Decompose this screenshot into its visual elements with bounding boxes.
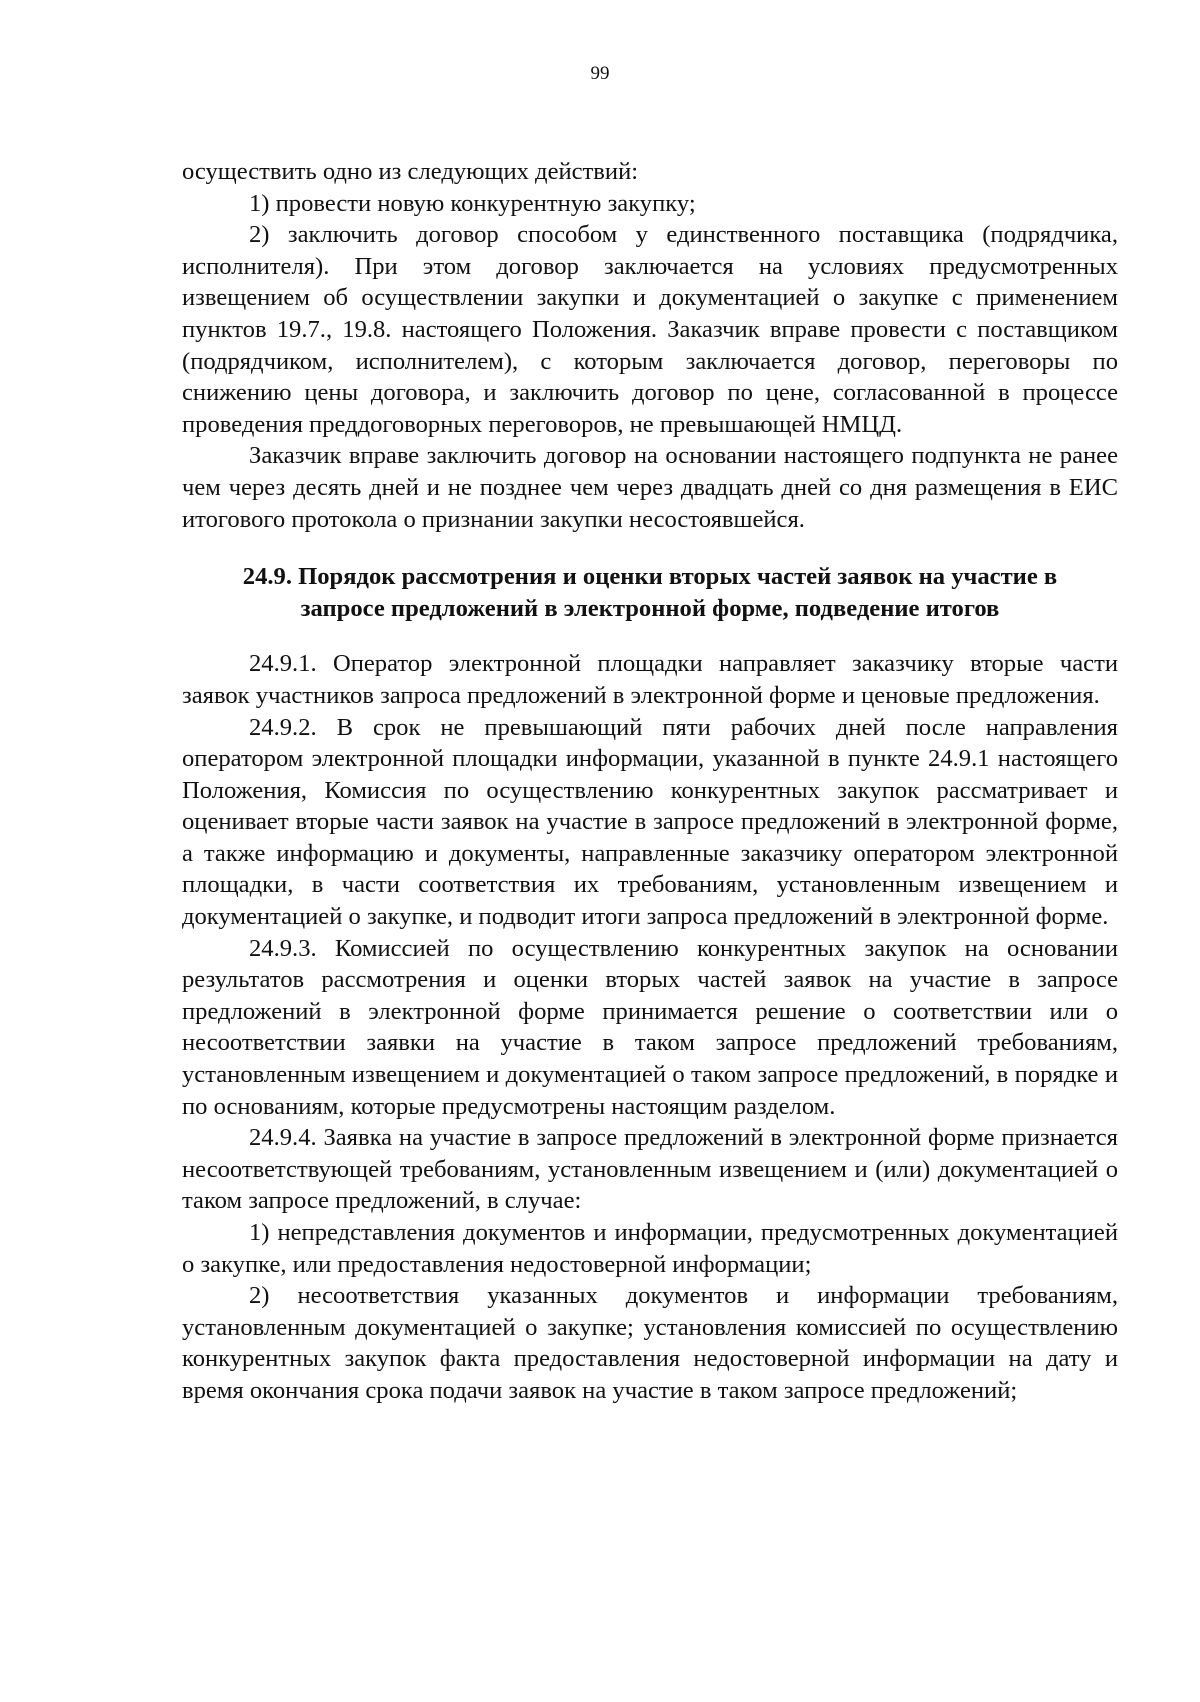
section-heading bbox=[182, 561, 1118, 624]
intro-lead: осуществить одно из следующих действий: bbox=[182, 158, 639, 185]
clause-24-9-4-item-1: 1) непредставления документов и информации, предусмотренных документацией о закупке, или предоставления недостоверной информации; bbox=[182, 1219, 1118, 1278]
clause-24-9-4: 24.9.4. Заявка на участие в запросе предложений в электронной форме признается несоответствующей требованиям, установленным извещением и (или) документацией о таком запросе предложений, в случае: bbox=[182, 1124, 1118, 1215]
intro-item-1: 1) провести новую конкурентную закупку; bbox=[249, 189, 696, 217]
page-number: 99 bbox=[590, 63, 610, 84]
section-heading-line-2: запросе предложений в электронной форме, подведение итогов bbox=[300, 594, 1000, 622]
clause-24-9-2: 24.9.2. В срок не превышающий пяти рабочих дней после направления оператором электронной площадки информации, указанной в пункте 24.9.1 настоящего Положения, Комиссия по осуществлению конкурентных закупок рассматривает и оценивает вторые части заявок на участие в запросе предложений в электронной форме, а также информацию и документы, направленные заказчику оператором электронной площадки, в части соответствия их требованиям, установленным извещением и документацией о закупке, и подводит итоги запроса предложений в электронной форме. bbox=[182, 713, 1118, 931]
document-body bbox=[182, 156, 1118, 1407]
intro-item-2: 2) заключить договор способом у единственного поставщика (подрядчика, исполнителя). При этом договор заключается на условиях предусмотренных извещением об осуществлении закупки и документацией о закупке с применением пунктов 19.7., 19.8. настоящего Положения. Заказчик вправе провести с поставщиком (подрядчиком, исполнителем), с которым заключается договор, переговоры по снижению цены договора, и заключить договор по цене, согласованной в процессе проведения преддоговорных переговоров, не превышающей НМЦД. bbox=[182, 221, 1118, 438]
intro-paragraph: Заказчик вправе заключить договор на основании настоящего подпункта не ранее чем через десять дней и не позднее чем через двадцать дней со дня размещения в ЕИС итогового протокола о признании закупки несостоявшейся. bbox=[182, 442, 1118, 533]
clause-24-9-1: 24.9.1. Оператор электронной площадки направляет заказчику вторые части заявок участников запроса предложений в электронной форме и ценовые предложения. bbox=[182, 650, 1118, 709]
section-heading-line-1: 24.9. Порядок рассмотрения и оценки вторых частей заявок на участие в bbox=[242, 563, 1058, 591]
clause-24-9-4-item-2: 2) несоответствия указанных документов и информации требованиям, установленным документацией о закупке; установления комиссией по осуществлению конкурентных закупок факта предоставления недостоверной информации на дату и время окончания срока подачи заявок на участие в таком запросе предложений; bbox=[182, 1282, 1118, 1404]
clause-24-9-3: 24.9.3. Комиссией по осуществлению конкурентных закупок на основании результатов рассмотрения и оценки вторых частей заявок на участие в запросе предложений в электронной форме принимается решение о соответствии или о несоответствии заявки на участие в таком запросе предложений требованиям, установленным извещением и документацией о таком запросе предложений, в порядке и по основаниям, которые предусмотрены настоящим разделом. bbox=[182, 934, 1118, 1120]
